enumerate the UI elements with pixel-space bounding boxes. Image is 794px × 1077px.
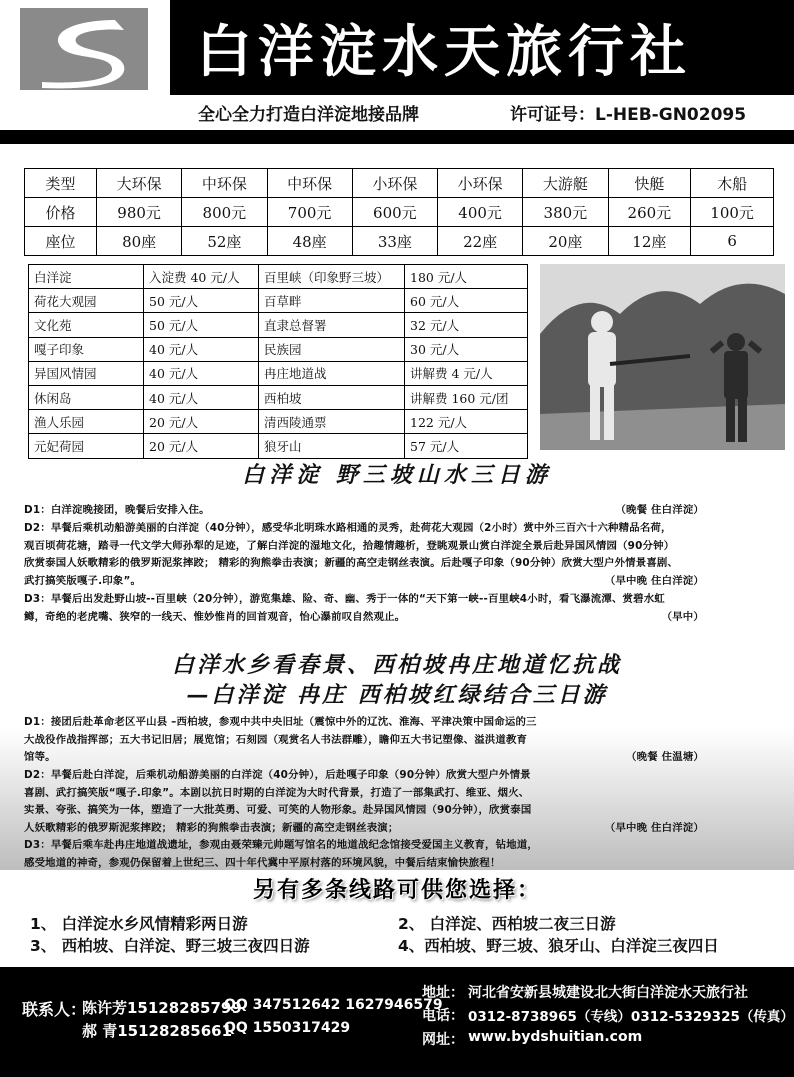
table-cell: 48座 [267,227,352,256]
table-cell: 50 元/人 [144,289,259,313]
route-item: 4、西柏坡、野三坡、狼牙山、白洋淀三夜四日 [398,937,719,955]
route-item: 2、 白洋淀、西柏坡二夜三日游 [398,915,616,933]
table-cell: 12座 [608,227,691,256]
itinerary-line [24,749,774,767]
table-cell: 中环保 [182,169,267,198]
table-row [29,434,528,458]
table-cell: 渔人乐园 [29,410,144,434]
tour2-d3 [24,837,774,872]
itinerary-note: （早中晚 住白洋淀） [604,574,704,587]
table-cell: 57 元/人 [405,434,528,458]
tour1-d3 [24,591,774,626]
contact-label: 联系人： [22,1000,87,1019]
table-cell: 嘎子印象 [29,337,144,361]
itinerary-note: （早中） [661,610,704,623]
table-cell: 百里峡（印象野三坡） [259,265,405,289]
tour1-d2 [24,520,774,590]
itinerary-line-text: 馆等。 [24,751,56,763]
tour1-title: 白洋淀 野三坡山水三日游 [242,462,552,488]
table-row [25,198,774,227]
table-cell: 100元 [691,198,774,227]
boat-price-table [24,168,774,256]
table-cell: 冉庄地道战 [259,361,405,385]
table-cell: 22座 [438,227,523,256]
itinerary-line: D2：早餐后赴白洋淀，后乘机动船游美丽的白洋淀（40分钟），后赴嘎子印象（90分钟）欣赏大型户外情景 [24,769,531,781]
route-item: 3、 西柏坡、白洋淀、野三坡三夜四日游 [30,937,310,955]
table-row [29,337,528,361]
table-cell: 80座 [97,227,182,256]
table-cell: 百草畔 [259,289,405,313]
table-cell: 6 [691,227,774,256]
table-cell: 40 元/人 [144,385,259,409]
agency-logo [20,8,148,90]
table-cell: 700元 [267,198,352,227]
table-cell: 大环保 [97,169,182,198]
header [0,0,794,95]
slogan: 全心全力打造白洋淀地接品牌 [198,105,419,125]
table-cell: 清西陵通票 [259,410,405,434]
contact1-name-phone: 陈许芳15128285799 [82,999,242,1017]
table-cell: 西柏坡 [259,385,405,409]
tour1-d1 [24,502,774,520]
table-cell: 异国风情园 [29,361,144,385]
table-cell: 52座 [182,227,267,256]
itinerary-line: D1：白洋淀晚接团，晚餐后安排入住。 [24,504,210,516]
tour2-title-line2: —白洋淀 冉庄 西柏坡红绿结合三日游 [186,682,608,708]
tour2-d1 [24,714,774,767]
itinerary-line: 大战役作战指挥部；五大书记旧居；展览馆；石刻园（观赏名人书法群雕），瞻仰五大书记塑像、溢洪道教育 [24,733,528,746]
table-row [29,361,528,385]
itinerary-note: （早中晚 住白洋淀） [604,821,704,834]
route-item: 1、 白洋淀水乡风情精彩两日游 [30,915,248,933]
table-row [25,169,774,198]
table-cell: 20 元/人 [144,410,259,434]
table-cell: 快艇 [608,169,691,198]
table-row [29,289,528,313]
table-cell: 50 元/人 [144,313,259,337]
table-cell: 400元 [438,198,523,227]
table-cell: 600元 [352,198,437,227]
table-cell: 入淀费 40 元/人 [144,265,259,289]
table-cell: 白洋淀 [29,265,144,289]
agency-name: 白洋淀水天旅行社 [196,20,692,85]
table-cell: 小环保 [438,169,523,198]
table-cell: 40 元/人 [144,361,259,385]
itinerary-line-text: 人妖歌精彩的俄罗斯泥浆摔跤； 精彩的狗熊拳击表演；新疆的高空走钢丝表演； [24,821,399,834]
address-text: 河北省安新县城建设北大街白洋淀水天旅行社 [468,985,748,1001]
address-label: 地址： [422,985,464,1001]
table-cell: 文化苑 [29,313,144,337]
table-cell: 20座 [523,227,608,256]
phone-text: 0312-8738965（专线）0312-5329325（传真） [468,1009,794,1025]
table-cell: 122 元/人 [405,410,528,434]
table-cell: 座位 [25,227,97,256]
tour2-title-line1: 白洋水乡看春景、西柏坡冉庄地道忆抗战 [171,652,622,678]
table-cell: 中环保 [267,169,352,198]
itinerary-line [24,573,774,591]
tour2-d2 [24,767,774,837]
itinerary-line: 观百顷荷花塘，踏寻一代文学大师孙犁的足迹，了解白洋淀的湿地文化，拾趣情趣析，登眺观景山赏白洋淀全景后赴异国风情园（90分钟） [24,539,675,552]
table-cell: 800元 [182,198,267,227]
table-cell: 直隶总督署 [259,313,405,337]
itinerary-line: D2：早餐后乘机动船游美丽的白洋淀（40分钟），感受华北明珠水路相通的灵秀，赴荷花大观园（2小时）赏中外三百六十六种精品名荷， [24,522,672,534]
table-cell: 类型 [25,169,97,198]
itinerary-line: D1：接团后赴革命老区平山县 –西柏坡，参观中共中央旧址（震惊中外的辽沈、淮海、平津决策中国命运的三 [24,716,537,728]
website-link[interactable]: www.bydshuitian.com [468,1029,643,1045]
table-cell: 60 元/人 [405,289,528,313]
itinerary-note: （晚餐 住白洋淀） [615,504,704,516]
table-cell: 980元 [97,198,182,227]
s-wave-logo-icon [20,8,148,90]
itinerary-line-text: 鳟，奇绝的老虎嘴、狭窄的一线天、惟妙惟肖的回首观音，怡心瀑前叹自然观止。 [24,610,406,623]
table-cell: 民族园 [259,337,405,361]
license-number: 许可证号：L-HEB-GN02095 [510,105,747,125]
table-cell: 荷花大观园 [29,289,144,313]
subtitle-bar [150,95,794,129]
contact2-qq: QQ 1550317429 [224,1020,351,1036]
table-row [29,385,528,409]
table-row [29,410,528,434]
itinerary-line: 喜剧、武打搞笑版“嘎子.印象”。本剧以抗日时期的白洋淀为大时代背景，打造了一部集武打、维亚、烟火、 [24,786,530,799]
website-label: 网址： [422,1032,464,1048]
contact2-name-phone: 郝 青15128285661 [82,1022,233,1040]
itinerary-line [24,820,774,838]
contact1-qq: QQ 347512642 1627946579 [224,997,443,1013]
itinerary-note: （晚餐 住温塘） [626,751,704,763]
table-row [25,227,774,256]
table-row [29,313,528,337]
table-cell: 元妃荷园 [29,434,144,458]
table-cell: 木船 [691,169,774,198]
table-cell: 32 元/人 [405,313,528,337]
table-cell: 260元 [608,198,691,227]
table-cell: 讲解费 4 元/人 [405,361,528,385]
table-cell: 30 元/人 [405,337,528,361]
table-cell: 20 元/人 [144,434,259,458]
title-bar [170,0,794,95]
itinerary-line: 欣赏泰国人妖歌精彩的俄罗斯泥浆摔跤； 精彩的狗熊拳击表演；新疆的高空走钢丝表演。后赴嘎子印象（90分钟）欣赏大型户外情景喜剧、 [24,557,679,569]
table-row [29,265,528,289]
itinerary-line: D3：早餐后乘车赴冉庄地道战遗址，参观由聂荣臻元帅题写馆名的地道战纪念馆接受爱国主义教育，钻地道， [24,839,539,851]
table-cell: 180 元/人 [405,265,528,289]
performance-photo [540,264,785,450]
table-cell: 380元 [523,198,608,227]
contact-footer [0,967,794,1077]
table-cell: 休闲岛 [29,385,144,409]
table-cell: 狼牙山 [259,434,405,458]
itinerary-line [24,609,774,627]
phone-label: 电话： [422,1008,464,1024]
itinerary-line: 实景、夸张、搞笑为一体，塑造了一大批英勇、可爱、可笑的人物形象。赴异国风情园（90分钟），欣赏泰国 [24,804,532,816]
table-cell: 小环保 [352,169,437,198]
scenic-fee-table [28,264,528,459]
more-routes-title: 另有多条线路可供您选择： [252,878,541,903]
table-cell: 大游艇 [523,169,608,198]
itinerary-line: 感受地道的神奇，参观仍保留着上世纪三、四十年代冀中平原村落的环境风貌，中餐后结束愉快旅程！ [24,856,501,869]
table-cell: 33座 [352,227,437,256]
itinerary-line-text: 武打搞笑版嘎子.印象”。 [24,574,142,587]
table-cell: 价格 [25,198,97,227]
itinerary-line: D3：早餐后出发赴野山坡--百里峡（20分钟），游览集雄、险、奇、幽、秀于一体的“天下第一峡--百里峡4小时，看飞瀑流潭、赏碧水虹 [24,593,665,605]
table-cell: 讲解费 160 元/团 [405,385,528,409]
header-divider [0,130,794,144]
table-cell: 40 元/人 [144,337,259,361]
